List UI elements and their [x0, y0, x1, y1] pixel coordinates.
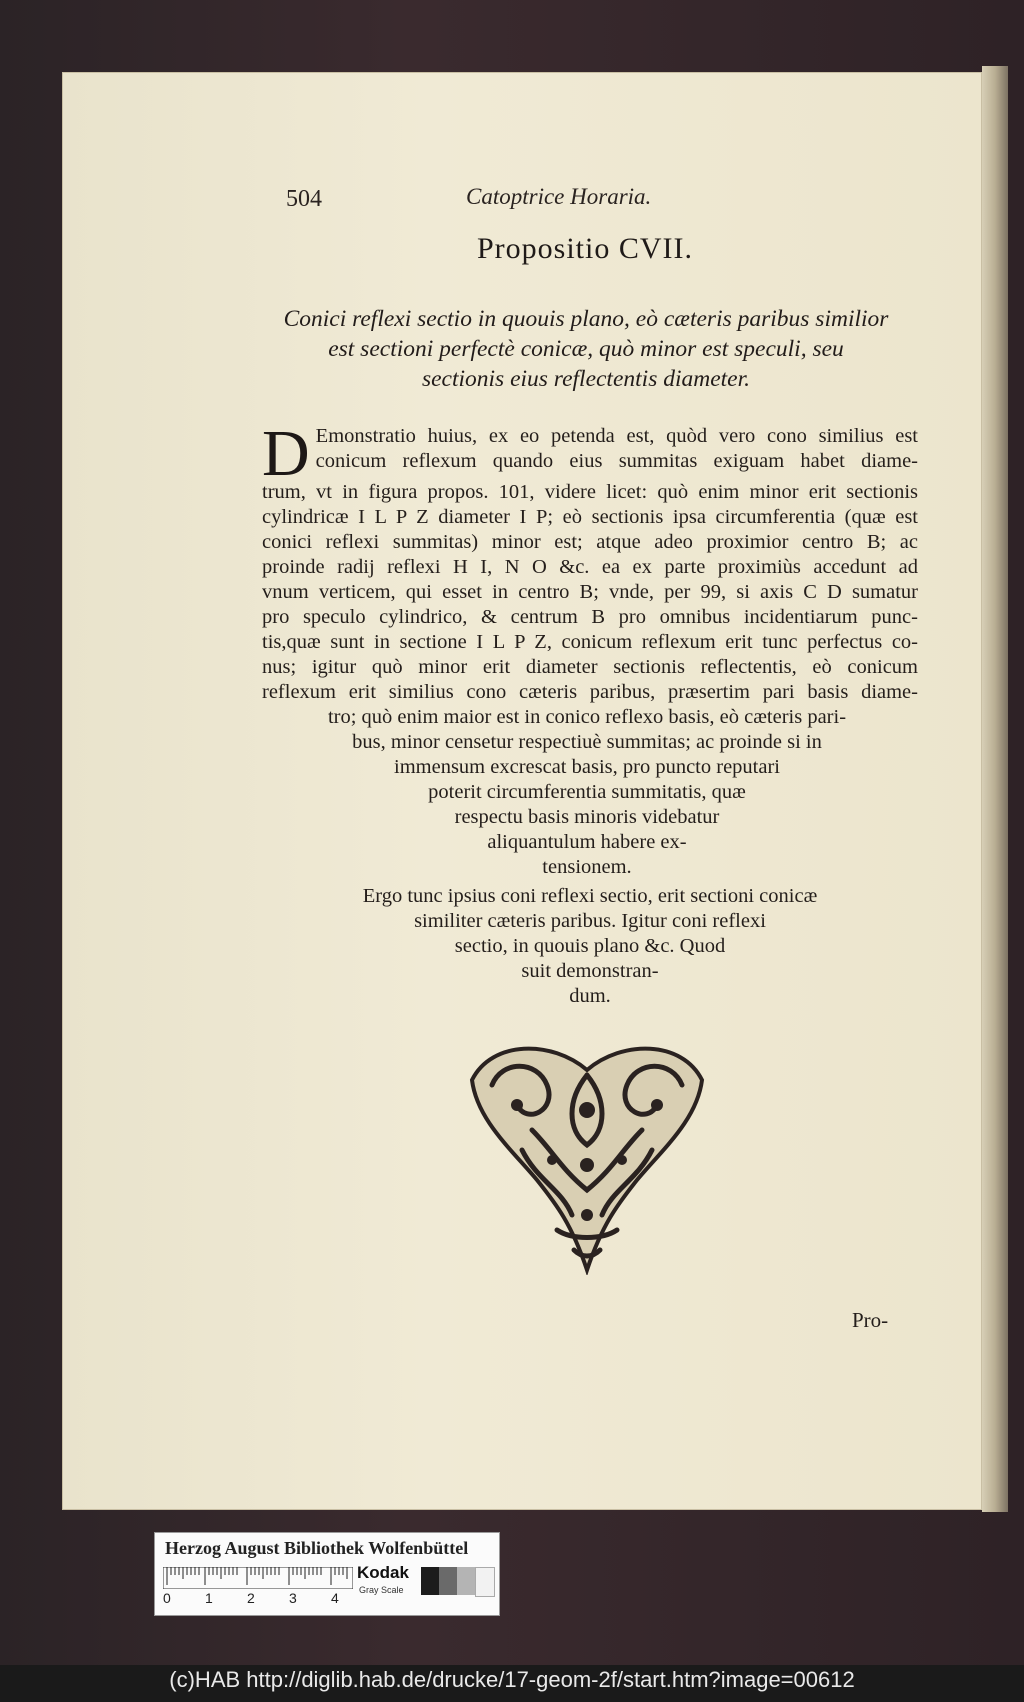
scale-card: [154, 1532, 500, 1616]
text-line: suit demonstran-: [521, 960, 659, 982]
conclusion-text: [262, 884, 918, 1009]
text-line: similiter cæteris paribus. Igitur coni reflexi: [414, 910, 766, 932]
text-line: dum.: [569, 985, 611, 1007]
text-line: pro speculo cylindrico, & centrum B pro omnibus incidentiarum punc-: [262, 606, 918, 628]
text-line: tis,quæ sunt in sectione I L P Z, conicum reflexum erit tunc perfectus co-: [262, 631, 918, 653]
enunciation-line: Conici reflexi sectio in quouis plano, eò cæteris paribus similior: [283, 306, 889, 332]
ruler-number: 2: [247, 1590, 255, 1606]
text-line: tensionem.: [542, 856, 632, 878]
ruler-number: 0: [163, 1590, 171, 1606]
proposition-heading: Propositio CVII.: [476, 232, 693, 265]
text-line: aliquantulum habere ex-: [487, 831, 687, 853]
enunciation: [256, 304, 916, 394]
text-line: conici reflexi summitas) minor est; atque adeo proximior centro B; ac: [262, 531, 918, 553]
enunciation-line: est sectioni perfectè conicæ, quò minor est speculi, seu: [328, 336, 844, 362]
text-line: respectu basis minoris videbatur: [454, 806, 720, 828]
gray-swatch: [439, 1567, 457, 1595]
text-line: vnum verticem, qui esset in centro B; vnde, per 99, si axis C D sumatur: [262, 581, 918, 603]
text-line: Emonstratio huius, ex eo petenda est, quòd vero cono similius est: [315, 425, 918, 447]
ruler-number: 1: [205, 1590, 213, 1606]
ruler-numbers: [163, 1590, 363, 1610]
text-line: bus, minor censetur respectiuè summitas; ac proinde si in: [352, 731, 822, 753]
enunciation-line: sectionis eius reflectentis diameter.: [421, 366, 751, 392]
scale-card-title: Herzog August Bibliothek Wolfenbüttel: [165, 1538, 469, 1558]
ruler-scale: [163, 1567, 353, 1589]
tailpiece-ornament: [462, 1040, 712, 1275]
drop-cap: D: [262, 417, 310, 490]
light-gray-swatch: [457, 1567, 475, 1595]
kodak-logo: Kodak: [357, 1563, 409, 1582]
text-line: reflexum erit similius cono cæteris paribus, præsertim pari basis diame-: [262, 681, 918, 703]
text-line: nus; igitur quò minor erit diameter sectionis reflectentis, eò conicum: [262, 656, 918, 678]
text-line: poterit circumferentia summitatis, quæ: [428, 781, 746, 803]
catchword: Pro-: [852, 1308, 889, 1332]
text-line: cylindricæ I L P Z diameter I P; eò sectionis ipsa circumferentia (quæ est: [262, 506, 918, 528]
text-line: sectio, in quouis plano &c. Quod: [454, 935, 726, 957]
text-line: proinde radij reflexi H I, N O &c. ea ex parte proximiùs accedunt ad: [262, 556, 918, 578]
copyright-line: (c)HAB http://diglib.hab.de/drucke/17-geom-2f/start.htm?image=00612: [169, 1667, 855, 1692]
gray-scale-label: Gray Scale: [359, 1585, 404, 1595]
facing-page-edge: [982, 66, 1008, 1512]
page-number: 504: [286, 186, 322, 212]
running-title: Catoptrice Horaria.: [466, 184, 652, 209]
demonstration-text: [262, 417, 918, 880]
text-line: Ergo tunc ipsius coni reflexi sectio, erit sectioni conicæ: [362, 885, 818, 907]
black-swatch: [421, 1567, 439, 1595]
text-line: conicum reflexum quando eius summitas exiguam habet diame-: [315, 450, 918, 472]
text-line: immensum excrescat basis, pro puncto reputari: [394, 756, 780, 778]
ruler-number: 4: [331, 1590, 339, 1606]
text-line: trum, vt in figura propos. 101, videre licet: quò enim minor erit sectionis: [262, 481, 918, 503]
ruler-number: 3: [289, 1590, 297, 1606]
white-swatch: [475, 1567, 495, 1597]
text-line: tro; quò enim maior est in conico reflexo basis, eò cæteris pari-: [327, 706, 847, 728]
